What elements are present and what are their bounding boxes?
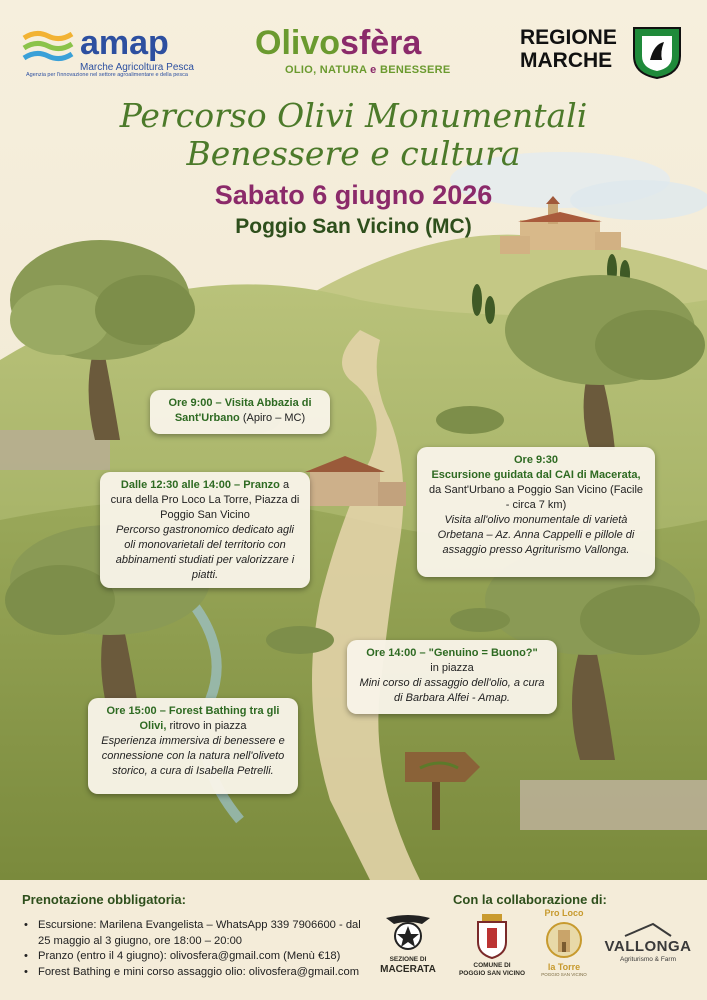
- olivosfera-logo: [255, 24, 455, 80]
- reservation-item: • Pranzo (entro il 4 giugno): olivosfera@gmail.com (Menù €18): [22, 949, 372, 965]
- reservation-item: • Escursione: Marilena Evangelista – WhatsApp 339 7906600 - dal 25 maggio al 3 giugno, ore 18:00 – 20:00: [22, 918, 372, 949]
- cai-line2: MACERATA: [380, 964, 436, 975]
- cai-macerata-logo: [372, 910, 444, 976]
- event5-title: Ore 15:00 – Forest Bathing tra gli Olivi,: [106, 705, 280, 732]
- event-card-pranzo: [100, 472, 310, 588]
- event1-title: Ore 9:00 – Visita Abbazia di Sant'Urbano: [168, 397, 312, 424]
- event3-title: Dalle 12:30 alle 14:00 – Pranzo: [120, 479, 280, 491]
- olivosfera-name-part2: sfèra: [340, 24, 422, 62]
- regione-marche-logo: [520, 26, 685, 86]
- olivosfera-tagline: [285, 64, 451, 76]
- event3-rest: a cura della Pro Loco La Torre, Piazza di Poggio San Vicino: [110, 479, 300, 521]
- vallonga-roof-icon: [623, 922, 673, 938]
- event5-rest: ritrovo in piazza: [166, 720, 247, 732]
- olivosfera-tagline-part1: OLIO, NATURA: [285, 64, 371, 76]
- cai-line1: SEZIONE DI: [389, 956, 427, 963]
- event-card-genuino: [347, 640, 557, 714]
- event2-description: Visita all'olivo monumentale di varietà Orbetana – Az. Anna Cappelli e pillole di assaggio presso Agriturismo Vallonga.: [437, 514, 635, 556]
- amap-tagline: Agenzia per l'innovazione nel settore agroalimentare e della pesca: [26, 72, 188, 78]
- event4-description: Mini corso di assaggio dell'olio, a cura di Barbara Alfei - Amap.: [359, 677, 545, 704]
- comune-line2: POGGIO SAN VICINO: [458, 970, 526, 977]
- regione-line2: MARCHE: [520, 49, 613, 72]
- proloco-line1: Pro Loco: [544, 908, 584, 918]
- cai-emblem-icon: [372, 910, 444, 956]
- event-card-escursione: [417, 447, 655, 577]
- comune-line1: COMUNE DI: [473, 962, 511, 969]
- proloco-line3: POGGIO SAN VICINO: [541, 972, 587, 977]
- reservation-list: [22, 918, 372, 980]
- footer: [0, 880, 707, 1000]
- event1-rest: (Apiro – MC): [239, 412, 306, 424]
- main-title-line1: Percorso Olivi Monumentali: [119, 96, 588, 135]
- olivosfera-tagline-e: e: [370, 64, 377, 76]
- olivosfera-tagline-part2: BENESSERE: [376, 64, 451, 76]
- vallonga-subtitle: Agriturismo & Farm: [620, 956, 676, 963]
- comune-crest-icon: [452, 910, 532, 960]
- event-card-abbazia: [150, 390, 330, 434]
- amap-waves-icon: [22, 26, 74, 66]
- vallonga-name: VALLONGA: [604, 938, 692, 955]
- amap-subtitle: Marche Agricoltura Pesca: [80, 62, 194, 73]
- regione-line1: REGIONE: [520, 26, 617, 49]
- proloco-line2: la Torre: [547, 962, 581, 972]
- event-date: Sabato 6 giugno 2026: [214, 180, 493, 210]
- proloco-la-torre-logo: [536, 908, 592, 980]
- regione-shield-icon: [632, 26, 682, 80]
- event-place: Poggio San Vicino (MC): [235, 215, 472, 238]
- event2-rest: da Sant'Urbano a Poggio San Vicino (Facile - circa 7 km): [428, 484, 644, 511]
- reservation-title: Prenotazione obbligatoria:: [22, 892, 186, 907]
- event2-title: Escursione guidata dal CAI di Macerata,: [431, 469, 641, 481]
- olivosfera-name-part1: Olivo: [255, 24, 341, 62]
- collaboration-title: Con la collaborazione di:: [453, 892, 607, 907]
- comune-poggio-logo: [452, 910, 532, 976]
- event2-time: Ore 9:30: [513, 454, 559, 466]
- amap-logo: [22, 22, 222, 82]
- proloco-tower-icon: [546, 920, 582, 960]
- regione-text: [520, 26, 617, 72]
- event5-description: Esperienza immersiva di benessere e connessione con la natura nell'oliveto storico, a cura di Isabella Petrelli.: [101, 735, 285, 777]
- olivosfera-name: [255, 24, 421, 63]
- event-card-forest-bathing: [88, 698, 298, 794]
- amap-name: amap: [80, 24, 169, 62]
- main-title-line2: Benessere e cultura: [186, 134, 521, 173]
- vallonga-logo: [603, 920, 693, 970]
- reservation-item: • Forest Bathing e mini corso assaggio olio: olivosfera@gmail.com: [22, 965, 372, 981]
- event3-description: Percorso gastronomico dedicato agli oli monovarietali del territorio con abbinamenti studiati per valorizzare i piatti.: [115, 524, 295, 581]
- event4-title: Ore 14:00 – "Genuino = Buono?": [366, 647, 538, 659]
- event4-rest: in piazza: [430, 662, 474, 674]
